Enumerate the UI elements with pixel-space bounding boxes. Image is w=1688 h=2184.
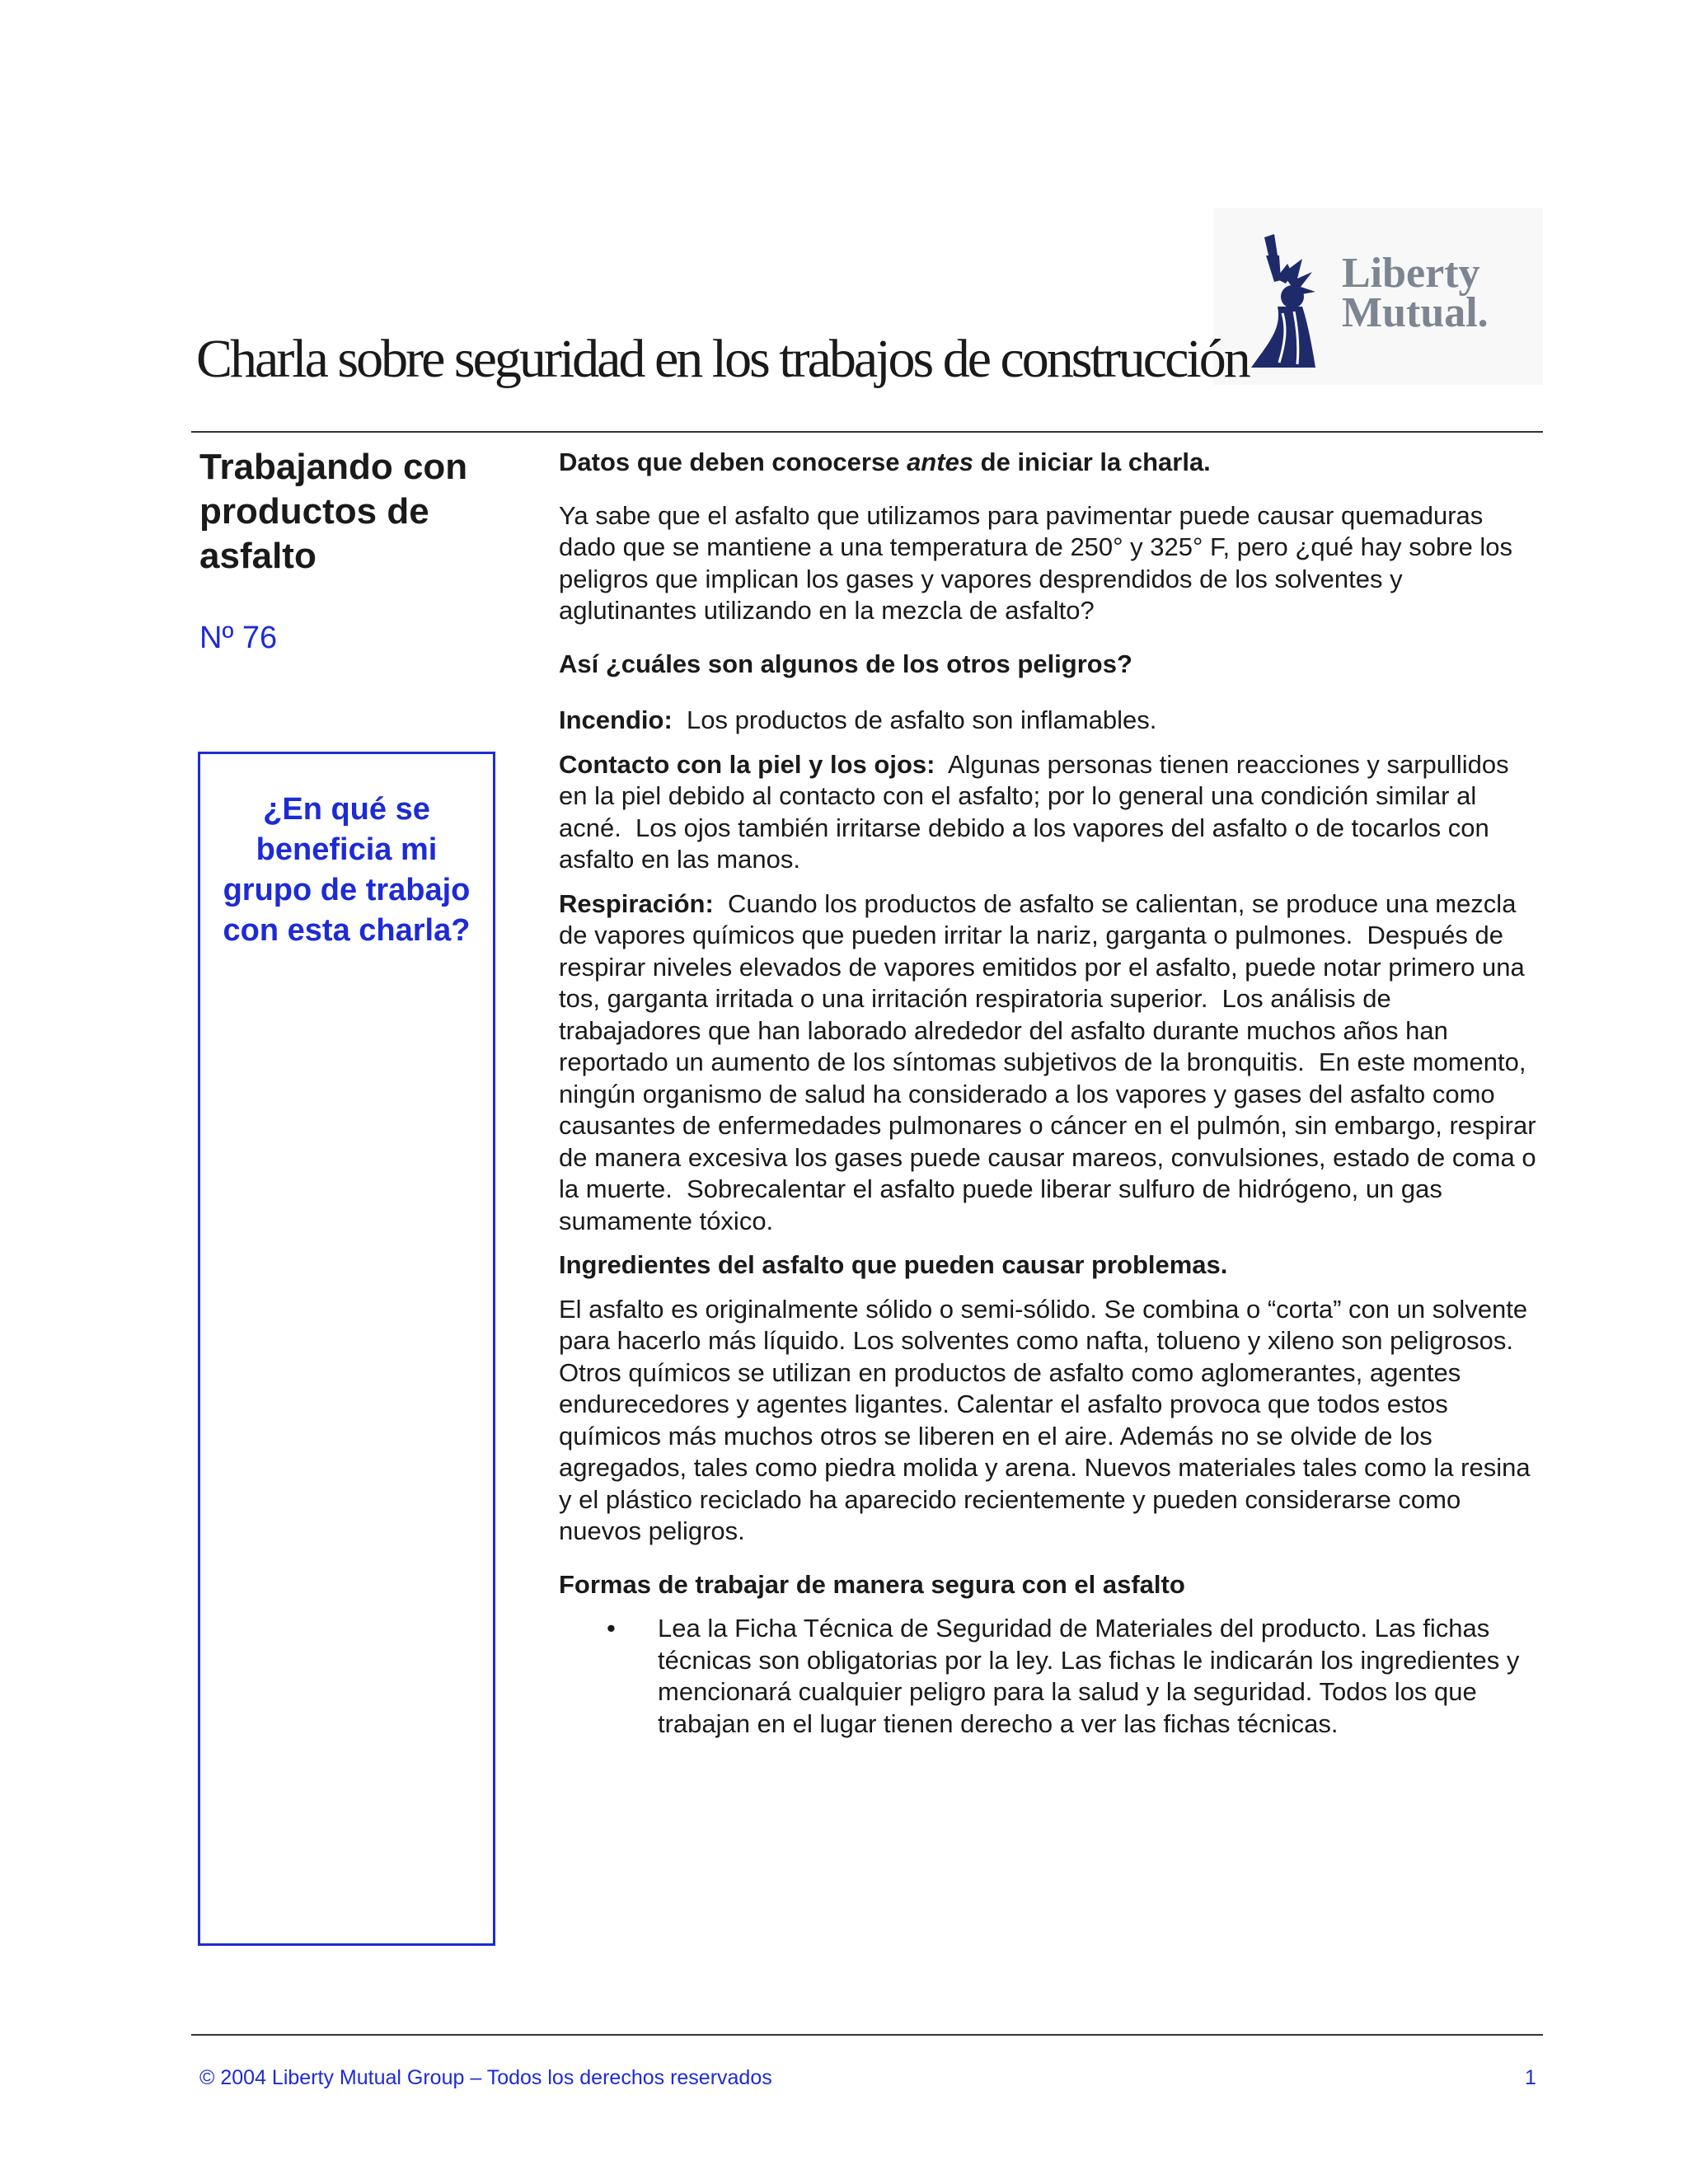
logo-line-2: Mutual. xyxy=(1342,289,1489,336)
main-content xyxy=(559,447,1544,1740)
topic-title: Trabajando con productos de asfalto xyxy=(199,447,468,576)
breathing-paragraph xyxy=(559,888,1544,1238)
contact-text: Algunas personas tienen reacciones y sarpullidos en la piel debido al contacto con el asfalto; por lo general una condición similar al acné. Los ojos también irritarse debido a los vapores del asfalto o de tocarlos con asfalto en las manos. xyxy=(559,749,1517,874)
benefit-box xyxy=(198,752,495,1946)
safe-practices-list xyxy=(559,1613,1540,1740)
fire-label: Incendio: xyxy=(559,705,673,734)
ingredients-heading-text: Ingredientes del asfalto que pueden causar problemas. xyxy=(559,1250,1228,1279)
breathing-text: Cuando los productos de asfalto se calientan, se produce una mezcla de vapores químicos que pueden irritar la nariz, garganta o pulmones. Después de respirar niveles elevados de vapores emitidos por el asfalto, puede notar primero una tos, garganta irritada o una irritación respiratoria superior. Los análisis de trabajadores que han laborado alrededor del asfalto durante muchos años han reportado un aumento de los síntomas subjetivos de la bronquitis. En este momento, ningún organismo de salud ha considerado a los vapores y gases del asfalto como causantes de enfermedades pulmonares o cáncer en el pulmón, sin embargo, respirar de manera excesiva los gases puede causar mareos, convulsiones, estado de coma o la muerte. Sobrecalentar el asfalto puede liberar sulfuro de hidrógeno, un gas sumamente tóxico. xyxy=(559,888,1544,1235)
bullet-icon: • xyxy=(607,1614,616,1643)
intro-heading-before: Datos que deben conocerse xyxy=(559,448,907,476)
intro-heading-after: de iniciar la charla. xyxy=(973,448,1211,476)
list-item-text: Lea la Ficha Técnica de Seguridad de Materiales del producto. Las fichas técnicas son obligatorias por la ley. Las fichas le indicarán los ingredientes y mencionará cualquier peligro para la salud y la seguridad. Todos los que trabajan en el lugar tienen derecho a ver las fichas técnicas. xyxy=(658,1614,1520,1738)
benefit-question: ¿En qué se beneficia mi grupo de trabajo con esta charla? xyxy=(223,792,471,948)
breathing-label: Respiración: xyxy=(559,888,714,918)
talk-number: Nº 76 xyxy=(199,621,278,655)
fire-paragraph xyxy=(559,705,1540,737)
ingredients-paragraph: El asfalto es originalmente sólido o semi-sólido. Se combina o “corta” con un solvente para hacerlo más líquido. Los solventes como nafta, tolueno y xileno son peligrosos. Otros químicos se utilizan en productos de asfalto como aglomerantes, agentes endurecedores y agentes ligantes. Calentar el asfalto provoca que todos estos químicos más muchos otros se liberen en el aire. Además no se olvide de los agregados, tales como piedra molida y arena. Nuevos materiales tales como la resina y el plástico reciclado ha aparecido recientemente y pueden considerarse como nuevos peligros. xyxy=(559,1294,1531,1545)
fire-text: Los productos de asfalto son inflamables. xyxy=(672,705,1157,734)
header-divider xyxy=(191,431,1543,433)
page-number: 1 xyxy=(1525,2066,1536,2089)
safe-heading-text: Formas de trabajar de manera segura con el asfalto xyxy=(559,1569,1185,1599)
safe-heading xyxy=(559,1569,1540,1601)
hazards-heading xyxy=(559,649,1540,681)
hazards-heading-text: Así ¿cuáles son algunos de los otros peligros? xyxy=(559,649,1132,678)
ingredients-heading xyxy=(559,1249,1540,1282)
page-title: Charla sobre seguridad en los trabajos de construcción xyxy=(196,329,1249,389)
contact-paragraph xyxy=(559,749,1540,876)
footer-divider xyxy=(191,2034,1543,2036)
logo-wordmark xyxy=(1342,250,1489,336)
footer-copyright: © 2004 Liberty Mutual Group – Todos los derechos reservados xyxy=(199,2066,772,2089)
liberty-mutual-logo xyxy=(1213,208,1543,385)
intro-heading-emphasis: antes xyxy=(907,448,974,476)
logo-line-1: Liberty xyxy=(1342,250,1480,297)
contact-label: Contacto con la piel y los ojos: xyxy=(559,749,935,779)
intro-paragraph: Ya sabe que el asfalto que utilizamos para pavimentar puede causar quemaduras dado que se mantiene a una temperatura de 250° y 325° F, pero ¿qué hay sobre los peligros que implican los gases y vapores desprendidos de los solventes y aglutinantes utilizando en la mezcla de asfalto? xyxy=(559,500,1513,625)
intro-heading xyxy=(559,447,1540,479)
list-item xyxy=(559,1613,1540,1740)
